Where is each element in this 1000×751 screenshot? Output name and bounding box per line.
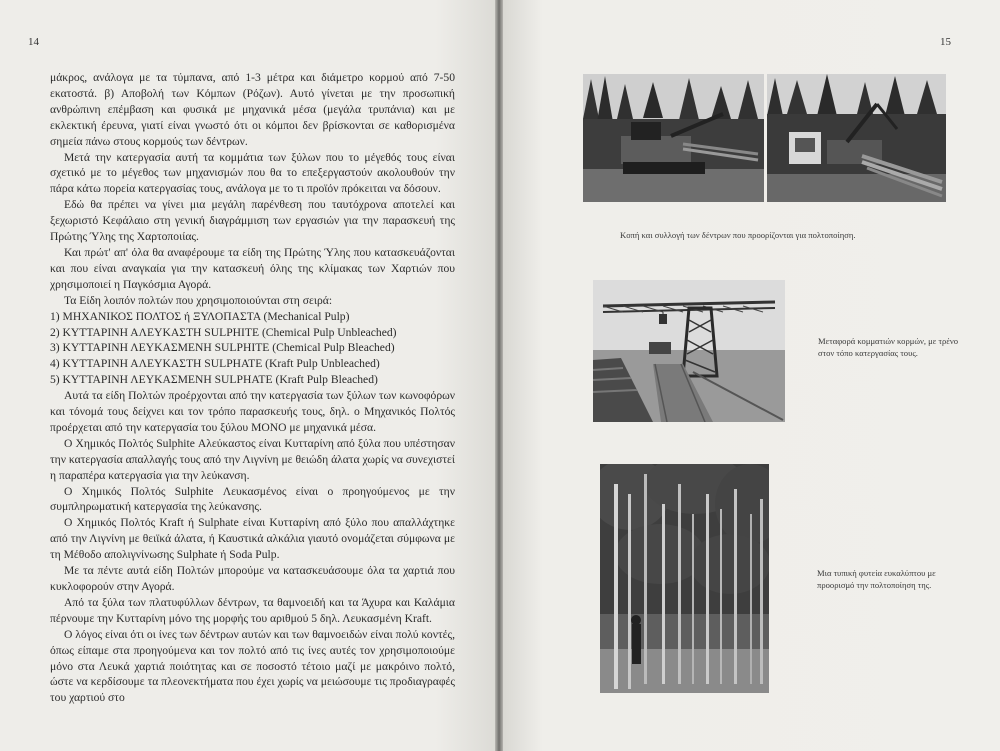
right-page — [503, 0, 1000, 751]
list-item: 2) ΚΥΤΤΑΡΙΝΗ ΑΛΕΥΚΑΣΤΗ SULPHITE (Chemical Pulp Unbleached) — [50, 325, 397, 339]
paragraph: Και πρώτ' απ' όλα θα αναφέρουμε τα είδη της Πρώτης Ύλης που κατασκευάζονται και που είναι αναγκαία για την κατασκευή όλης της κλίμακας των Χαρτιών που χρησιμοποιεί η Παγκόσμια Αγορά. — [50, 245, 455, 291]
paragraph: Με τα πέντε αυτά είδη Πολτών μπορούμε να κατασκευάσουμε όλα τα χαρτιά που κυκλοφορούν στην Αγορά. — [50, 564, 455, 593]
paragraph: Μετά την κατεργασία αυτή τα κομμάτια των ξύλων που το μέγεθός τους είναι σχετικό με το μέγεθος των μηχανισμών που θα το επεξεργαστούν ακολουθούν την πάρα κάτω πορεία κατεργασίας τους, ανάλογα με το τι προϊόν πρόκειται να δόσουν. — [50, 150, 455, 196]
page-number-right: 15 — [940, 36, 951, 48]
crane-photo — [593, 280, 785, 422]
list-item: 4) ΚΥΤΤΑΡΙΝΗ ΑΛΕΥΚΑΣΤΗ SULPHATE (Kraft Pulp Unbleached) — [50, 357, 380, 371]
paragraph: Από τα ξύλα των πλατυφύλλων δέντρων, τα θαμνοειδή και τα Άχυρα και Καλάμια πέρνουμε την Κυτταρίνη μόνο της μορφής του αριθμού 5 δηλ. Λευκασμένη Kraft. — [50, 595, 455, 625]
pulp-types-list — [50, 309, 455, 389]
paragraph: Ο Χημικός Πολτός Sulphite Λευκασμένος είναι ο προηγούμενος με την συμπληρωματική κατεργασία της λεύκανσης. — [50, 484, 455, 514]
page-number-left: 14 — [28, 36, 39, 48]
paragraph: Εδώ θα πρέπει να γίνει μια μεγάλη παρένθεση που ταυτόχρονα αποτελεί και ξεχωριστό Κεφάλαιο στη γενική διαγράμμιση των εργασιών για την παρασκευή της Πρώτης Ύλης της Χαρτοποιίας. — [50, 198, 455, 244]
caption-eucalyptus: Μια τυπική φυτεία ευκαλύπτου με προορισμό την πολτοποίηση της. — [817, 568, 936, 590]
caption-crane: Μεταφορά κομματιών κορμών, με τρένο στον τόπο κατεργασίας τους. — [818, 336, 959, 358]
body-text — [50, 70, 455, 706]
logging-photo-left — [583, 74, 764, 202]
caption-logging: Κοπή και συλλογή των δέντρων που προορίζονται για πολτοποίηση. — [620, 230, 856, 240]
eucalyptus-photo — [600, 464, 769, 693]
paragraph: Τα Είδη λοιπόν πολτών που χρησιμοποιούνται στη σειρά: — [64, 293, 333, 307]
list-item: 5) ΚΥΤΤΑΡΙΝΗ ΛΕΥΚΑΣΜΕΝΗ SULPHATE (Kraft Pulp Bleached) — [50, 373, 378, 387]
paragraph: Ο Χημικός Πολτός Kraft ή Sulphate είναι Κυτταρίνη από ξύλο που απαλλάχτηκε από την Λιγνίνη με θειϊκά άλατα, ή Καυστικά αλκάλια γιαυτό ονομάζεται σύμφωνα με τη Μέθοδο απολιγνίνωσης Sulphate ή Soda Pulp. — [50, 516, 455, 562]
list-item: 3) ΚΥΤΤΑΡΙΝΗ ΛΕΥΚΑΣΜΕΝΗ SULPHITE (Chemical Pulp Bleached) — [50, 341, 395, 355]
book-gutter — [495, 0, 503, 751]
paragraph: Αυτά τα είδη Πολτών προέρχονται από την κατεργασία των ξύλων των κωνοφόρων και τόνομά τους δείχνει και τον τρόπο παρασκευής τους, δηλ. ο Μηχανικός Πολτός προέρχεται από την κατεργασία του ξύλου ΜΟΝΟ με μηχανικά μέσα. — [50, 389, 455, 434]
paragraph: μάκρος, ανάλογα με τα τύμπανα, από 1-3 μέτρα και διάμετρο κορμού από 7-50 εκατοστά. β) Αποβολή των Κόμπων (Ρόζων). Αυτό γίνεται με την προσωπική ανθρώπινη επέμβαση και φυσικά με μηχανικά μέσα (μεγάλα τρυπάνια) και με εκλεκτική έρευνα, γιατί είναι γνωστό ότι οι κόμποι δεν βρίσκονται σε καθορισμένα σημεία πάνω στους κορμούς των δέντρων. — [50, 71, 455, 148]
paragraph: Ο Χημικός Πολτός Sulphite Αλεύκαστος είναι Κυτταρίνη από ξύλα που υπέστησαν την κατεργασία απαλλαγής τους από την Λιγνίνη με θειώδη άλατα χωρίς να συνεχιστεί η παραπέρα κατεργασία για την λεύκανση. — [50, 436, 455, 482]
paragraph: Ο λόγος είναι ότι οι ίνες των δέντρων αυτών και των θαμνοειδών είναι πολύ κοντές, όπως είπαμε στα προηγούμενα και τον πολτό από τις ίνες αυτές τον χρησιμοποιούμε μόνο στα Λευκά χαρτιά ποιότητας και σε ποσοστό τέτοιο μαζί με μακρόινο πολτό, ώστε να κερδίσουμε τα πλεονεκτήματα που έχει χωρίς να μειώσουμε τις προδιαγραφές του χαρτιού στο — [50, 627, 455, 705]
list-item: 1) ΜΗΧΑΝΙΚΟΣ ΠΟΛΤΟΣ ή ΞΥΛΟΠΑΣΤΑ (Mechanical Pulp) — [50, 309, 350, 323]
logging-photo-right — [767, 74, 946, 202]
left-page — [0, 0, 495, 751]
